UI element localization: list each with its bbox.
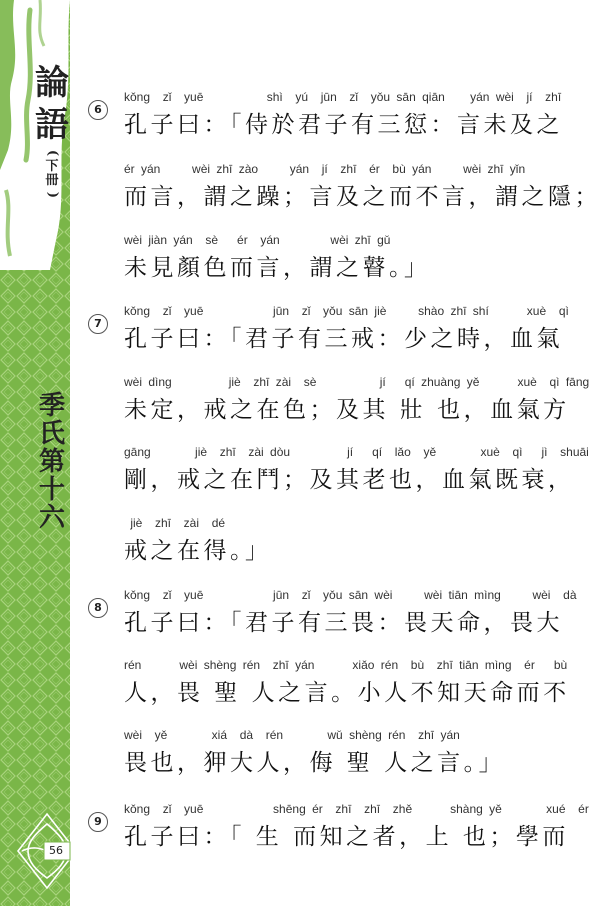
chinese-line: 戒之在得。」 <box>124 538 272 564</box>
pinyin-line: rén wèi shèng rén zhī yán xiǎo rén bù zhī tiān mìng ér bù <box>124 658 568 672</box>
pinyin-line: ér yán wèi zhī zào yán jí zhī ér bù yán wèi zhī yǐn <box>124 162 526 176</box>
pinyin-line: wèi yě xiá dà rén wǔ shèng rén zhī yán <box>124 728 460 742</box>
verse-number: 8 <box>88 598 108 618</box>
volume-char-1: 下 <box>45 159 59 174</box>
chapter-char: 氏 <box>38 419 65 449</box>
page-number: 56 <box>49 844 63 857</box>
pinyin-line: wèi dìng jiè zhī zài sè jí qí zhuàng yě xuè qì fāng <box>124 375 590 389</box>
chapter-title <box>30 392 74 532</box>
chinese-line: 而言，謂之躁；言及之而不言，謂之隱； <box>124 184 601 210</box>
chinese-line: 孔子曰：「君子有三畏：畏天命，畏大 <box>124 610 563 636</box>
chapter-char: 第 <box>38 447 65 477</box>
verse-number: 9 <box>88 812 108 832</box>
chinese-line: 未見顏色而言，謂之瞽。」 <box>124 255 431 281</box>
chinese-line: 孔子曰：「侍於君子有三愆：言未及之 <box>124 112 563 138</box>
volume-char-2: 冊 <box>45 173 59 188</box>
verse-number: 7 <box>88 314 108 334</box>
chapter-char: 六 <box>38 503 65 533</box>
volume-paren-close: ) <box>45 191 60 199</box>
volume-paren-open: ( <box>45 149 60 157</box>
chinese-line: 孔子曰：「君子有三戒：少之時，血氣 <box>124 326 563 352</box>
verse-number: 6 <box>88 100 108 120</box>
chinese-line: 畏也，狎大人，侮 聖 人之言。」 <box>124 750 506 776</box>
pinyin-line: jiè zhī zài dé <box>124 516 226 530</box>
pinyin-line: kǒng zǐ yuē shēng ér zhī zhī zhě shàng yě xué ér <box>124 802 589 816</box>
pinyin-line: kǒng zǐ yuē shì yú jūn zǐ yǒu sān qiān yán wèi jí zhī <box>124 90 562 104</box>
book-title <box>30 62 74 202</box>
pinyin-line: kǒng zǐ yuē jūn zǐ yǒu sān wèi wèi tiān mìng wèi dà <box>124 588 577 602</box>
chapter-char: 季 <box>38 391 65 421</box>
chinese-line: 人，畏 聖 人之言。小人不知天命而不 <box>124 680 570 706</box>
pinyin-line: kǒng zǐ yuē jūn zǐ yǒu sān jiè shào zhī shí xuè qì <box>124 304 569 318</box>
pinyin-line: wèi jiàn yán sè ér yán wèi zhī gǔ <box>124 233 391 247</box>
book-title-char-1: 論 <box>35 63 69 103</box>
chapter-char: 十 <box>38 475 65 505</box>
chinese-line: 孔子曰：「 生 而知之者，上 也；學而 <box>124 824 569 850</box>
book-title-char-2: 語 <box>35 105 69 145</box>
pinyin-line: gāng jiè zhī zài dòu jí qí lǎo yě xuè qì jì shuāi <box>124 445 589 459</box>
chinese-line: 剛，戒之在鬥；及其老也，血氣既衰， <box>124 467 575 493</box>
chinese-line: 未定，戒之在色；及其 壯 也，血氣方 <box>124 397 570 423</box>
